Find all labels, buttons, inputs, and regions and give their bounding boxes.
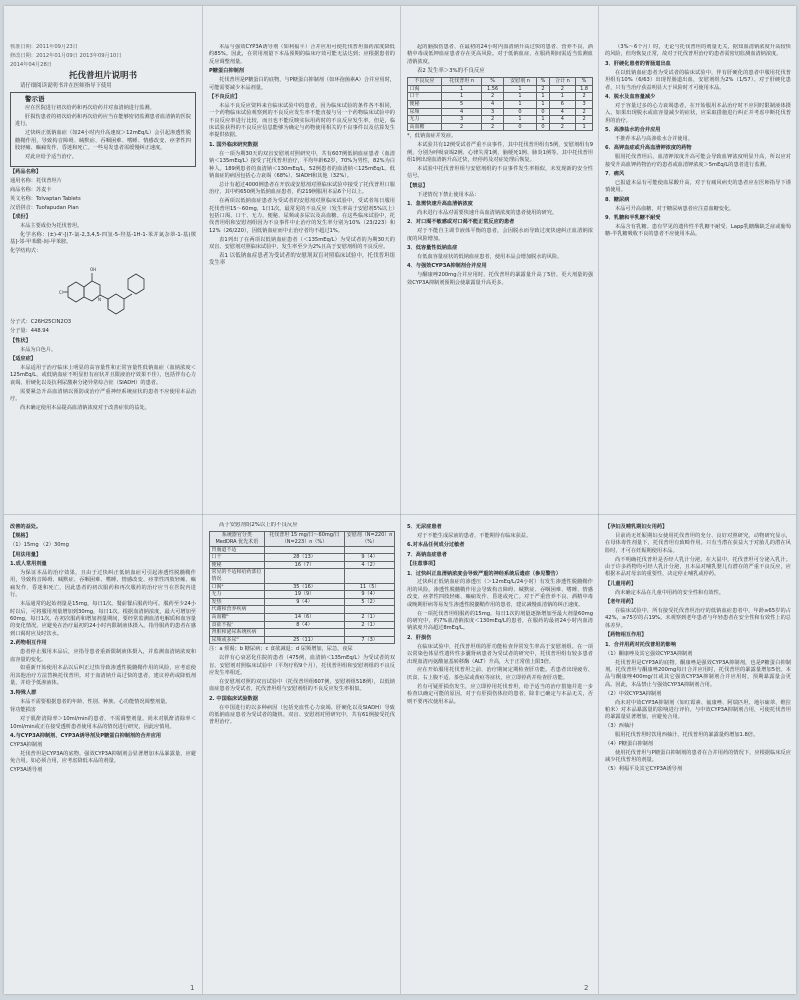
body-para: 尚未确定本品在儿童中用药的安全性和有效性。 (615, 589, 724, 596)
package-insert-sheet (4, 6, 796, 994)
svg-text:OH: OH (90, 267, 97, 273)
body-para: 过快纠正低钠血症的渗透压（＞12mEq/L/24小时）有发生渗透性脱髓鞘作用的风险。渗透性脱髓鞘作用会导致构音障碍、缄默症、吞咽困难、嗜睡、情感改变、痉挛性四肢轻瘫、癫痫发作、昏迷或死亡。对于严重营养不良、酒精中毒或晚期肝病等易发生渗透性脱髓鞘作用的患者，建议减慢血清钠的纠正速度。 (407, 579, 593, 608)
table-3 (209, 531, 395, 644)
table-row (210, 561, 395, 569)
list-item: 6.对本品任何成分过敏者 (407, 542, 465, 549)
description-text: 本品为白色片。 (20, 346, 57, 353)
table-header: 不良反应 (408, 78, 442, 86)
subheading-cyp-inducer: CYP3A诱导剂 (10, 767, 43, 774)
table-cell: 14（6） (264, 613, 345, 621)
document-subtitle: 请仔细阅读说明书并在医师指导下使用 (20, 83, 112, 90)
table-cell (345, 629, 395, 637)
section-heading-adverse: 【不良反应】 (209, 93, 241, 100)
table-cell: 1 (503, 100, 537, 108)
table-row (210, 613, 395, 621)
list-item: 在以低钠血症患者为受试者的临床试验中，伴有肝硬化的患者中服用托伐普坦组有10%（6/63）出现胃肠道出血，安慰剂组为2%（1/57）。对于肝硬化患者，只有当治疗获益明显大于风险时才可使用本品。 (605, 69, 791, 91)
document-title: 托伐普坦片说明书 (68, 71, 137, 82)
column-1-top (10, 44, 196, 510)
body-para: 在中国进行的以多种病因（包括充血性心力衰竭、肝硬化以及SIADH）导致的低钠血症患者为受试者的随机、双盲、安慰剂对照研究中，共有61例接受托伐普坦治疗。 (209, 704, 395, 726)
body-para: 本试验共有12例受试者严重不良事件，其中托伐普坦组有5例，安慰剂组有9例，分别为呼吸衰竭2例、心律失常1例、脑梗死1例、肺炎1例等。其中托伐普坦组1例出现血清钠升高过快，经停药及对症处理后恢复。 (407, 142, 593, 163)
table-cell: 19（9） (264, 591, 345, 599)
table-cell: 11（5） (345, 583, 395, 591)
table-row (210, 583, 395, 591)
body-para: 本品不需要根据患者的年龄、性别、种族、心功能情况调整剂量。 (20, 698, 171, 705)
body-para: 表1列出了在两项以低钠血症患者（＜135mEq/L）为受试者的为期30天的双盲、安慰剂对照临床试验中，发生率至少为2%且高于安慰剂组的不良反应。 (209, 236, 395, 251)
table-cell: 2（1） (345, 621, 395, 629)
table-cell: 1 (503, 93, 537, 101)
body-para: （3）西柚汁 (605, 723, 635, 730)
body-para: 在一项为期30天的双盲安慰剂对照研究中，共有607例低钠血症患者（血清钠＜135mEq/L）接受了托伐普坦治疗，平均年龄62岁，70%为男性，82%为白种人。189例患者的血清钠＜130mEq/L，52例患者的血清钠＜125mEq/L。低钠血症的病因包括心力衰竭（68%）、SIADH和其他（32%）。 (209, 150, 395, 179)
section-heading-description: 【性状】 (10, 337, 31, 344)
ingredient-line: 化学结构式： (10, 248, 42, 255)
table-cell: 2 (549, 123, 575, 131)
table-header: 托伐普坦 15 mg/日～60mg/日（N=223）n（%） (264, 532, 345, 546)
table-cell: 4 (549, 108, 575, 116)
list-item: 2．对口渴不敏感或对口渴不能正常反应的患者 (407, 219, 515, 226)
chemical-structure-image (58, 257, 148, 317)
body-para: 尚不明确托伐普坦是否经人乳汁分泌。在大鼠中，托伐普坦可分泌入乳汁。由于许多药物均可经人乳汁分泌，且本品对哺乳婴儿有潜在的严重不良反应，应根据本品对母亲的重要性，决定停止哺乳或停药。 (605, 556, 791, 578)
table-cell: 发热 (210, 598, 265, 606)
body-para: 在一项托伐普坦组服药的15mg，每日1次的剂量逐渐增加至最大剂量60mg的研究中，约7%血清钠浓度＜130mEq/L的患者，在服药的最初24小时内血清钠浓度升高超过8mEq/L。 (407, 610, 593, 632)
warning-para: 肝损伤患者的初次给药和再次给药应当在能够密切监测患者血清钠的医院进行。 (15, 113, 192, 128)
subheading-cyp-inhibitor: CYP3A抑制剂 (10, 742, 43, 749)
table-cell (264, 606, 345, 614)
table-cell: 7（3） (345, 636, 395, 644)
list-item: 3．低容量性低钠血症 (407, 245, 458, 252)
section-heading-dosage: 【用法用量】 (10, 551, 42, 558)
body-para: 如重新开始使用本品以后纠正过快导致渗透性脱髓鞘作用的风险，应考虑使用其他治疗方法替换托伐普坦。对于血清钠升高过快的患者，建议停药或降低剂量，并给予低渗液体。 (10, 665, 196, 687)
list-item: 4．与强效CYP3A抑制剂合并应用 (407, 263, 487, 270)
list-item: 8．糖尿病 (605, 196, 630, 203)
subheading-interaction: 2.药物相互作用 (10, 640, 47, 647)
table-2 (407, 77, 593, 131)
page-number-left: 1 (190, 984, 195, 992)
table-cell (345, 569, 395, 583)
subheading-china-data: 2. 中国临床试验数据 (209, 695, 258, 702)
body-para: 托伐普坦是P糖蛋白的底物，与P糖蛋白抑制剂（如环孢菌素A）合并应用时，可能需要减少本品剂量。 (209, 77, 395, 91)
body-para: 在临床试验中，托伐普坦组的肝功能检查异常发生率高于安慰剂组。在一项以常染色体显性遗传性多囊肾病患者为受试者的研究中，托伐普坦组有较多患者出现血清丙氨酸氨基转移酶（ALT）升高，大于正常值上限3倍。 (407, 643, 593, 665)
table-cell: 2 (537, 85, 549, 93)
list-item: 本品含有乳糖。患有罕见的遗传性半乳糖不耐受、Lapp乳糖酶缺乏症或葡萄糖-半乳糖吸收不良的患者不应使用本品。 (605, 224, 791, 238)
indication-para: 尚未确定使用本品提高血清钠浓度对于改善症状的益处。 (20, 405, 150, 411)
fold-line-vertical-3 (598, 6, 599, 994)
table-header: % (576, 78, 593, 86)
table-cell: 2 (482, 93, 503, 101)
table-row (408, 100, 593, 108)
column-3-top (407, 44, 593, 510)
svg-text:N: N (98, 297, 101, 303)
warning-box (10, 92, 196, 167)
subheading-adult-dose: 1.成人常用剂量 (10, 561, 47, 568)
body-para: （2）中效CYP3A抑制剂 (605, 690, 662, 697)
table-cell: 胃肠道不适 (210, 546, 265, 554)
table-2-caption: 表2 发生率＞3%的不良反应 (417, 67, 485, 74)
table-header-row (408, 78, 593, 86)
warning-para: 对此应给予适当治疗。 (25, 153, 77, 160)
body-para: 在临床试验中，所有接受托伐普坦治疗的低钠血症患者中，年龄≥65岁的占42%，≥75岁的占19%。未观察到老年患者与年轻患者在安全性和有效性上的总体差异。 (605, 608, 791, 629)
list-item: 5．高渗盐水的合并应用 (605, 127, 661, 134)
list-item: 已报道本品有可能使血尿酸升高，对于有痛风病史的患者应在医师指导下谨慎使用。 (605, 180, 791, 194)
table-cell: 4 (441, 108, 482, 116)
body-para: 1．过快纠正血清钠浓度会导致严重的神经系统后遗症（参见警告） (407, 570, 562, 577)
section-heading-spec: 【规格】 (10, 533, 31, 540)
table-cell: 16（7） (264, 561, 345, 569)
table-row (210, 629, 395, 637)
table-cell: 2 (549, 85, 575, 93)
table-cell: 1 (503, 85, 537, 93)
table-cell: 3 (482, 108, 503, 116)
list-item: 与酮康唑200mg合并应用时，托伐普坦的暴露量升高了5倍。更大剂量的强效CYP3A抑制剂预期会使暴露量升高更多。 (407, 272, 593, 286)
body-para: 本品通常的起始剂量是15mg，每日1次。餐前餐后服药均可。服药至少24小时以后，可将服用剂量增加到30mg，每日1次。根据血清钠浓度，最大可增加至60mg，每日1次。在初次服药和增加剂量期间，要经常监测血清电解质和血容量的变化情况。应避免在治疗最初的24小时内限制液体摄入。指导服药的患者在感到口渴时应及时饮水。 (10, 601, 196, 637)
table-header: 系统器官分类 MedDRA 优先术语 (210, 532, 265, 546)
table-cell (264, 629, 345, 637)
list-item: 3．肝硬化患者的胃肠道出血 (605, 60, 671, 67)
table-cell: 5 (441, 100, 482, 108)
table-cell: 便秘 (408, 100, 442, 108)
ingredient-line: 化学名称：(±)-4'-[(7-氯-2,3,4,5-四氢-5-羟基-1H-1-苯并氮杂䓬-1-基)羰基]-邻-甲苯酰-间-甲苯胺。 (10, 231, 196, 246)
column-2-bottom (209, 522, 395, 988)
column-4-bottom (605, 522, 791, 988)
list-item: 对于不能生成尿液的患者，不能期待有临床获益。 (417, 532, 532, 539)
list-item: 有低血容量症状的低钠血症患者，使用本品会增加脱水的风险。 (417, 253, 563, 260)
table-cell: 代谢和营养疾病 (210, 606, 265, 614)
continued-title: 改善的益处。 (10, 524, 42, 530)
subheading-cyp: 4.与CYP3A抑制剂、CYP3A诱导剂及P糖蛋白抑制剂的合并应用 (10, 733, 162, 740)
body-para: 本品与强效CYP3A诱导剂（如利福平）合并应用可使托伐普坦血药浓度降低约85%。因此，在常用剂量下本品预期的临床疗效可能无法达到；应根据患者的反应调整剂量。 (209, 44, 395, 65)
table-cell: 2 (441, 123, 482, 131)
body-para: 若有可疑肝损伤发生，应立即停用托伐普坦，给予适当的治疗措施并进一步检查以确定可能的原因。对于有肝损伤体征的患者，除非已确定与本品无关，否则不要再次使用本品。 (407, 683, 593, 705)
table-row (210, 554, 395, 562)
warning-para: 过快纠正低钠血症（如24小时内升高速度＞12mEq/L）会引起渗透性脱髓鞘作用，导致构音障碍、缄默症、吞咽困难、嗜睡、情感改变、痉挛性四肢轻瘫、癫痫发作、昏迷和死亡。一些易发患者需缓慢纠正速度。 (15, 130, 191, 152)
list-item: 7．痛风 (605, 171, 625, 178)
table-cell: 尿频 (408, 108, 442, 116)
table-header: 托伐普坦 n (441, 78, 482, 86)
body-para: 在安慰剂对照的双盲试验中（托伐普坦组607例，安慰剂组518例），以低钠血症患者为受试者，托伐普坦组与安慰剂组的不良反应发生率相似。 (209, 678, 395, 693)
table-cell: 1.56 (482, 85, 503, 93)
body-para: 起的脑损伤患者、在最初的24小时内血清钠升高过快的患者、营养不良、酒精中毒或低钾血症患者存在更高风险。对于低钠血症，在服药期间需适当监测血清钠浓度。 (407, 44, 593, 65)
table-cell: 2 (576, 116, 593, 124)
table-header-row (210, 532, 395, 546)
list-item: 1．急需快速升高血清钠浓度 (407, 201, 473, 208)
table-cell (264, 546, 345, 554)
body-para: 以伴有心衰恶化住院的患者（475例，血清钠＜135mEq/L）为受试者的双盲、安慰剂对照临床试验中（平均疗程9个月），托伐普坦组和安慰剂组的不良反应发生率相近。 (209, 655, 395, 677)
body-para: 托伐普坦是CYP3A的底物。酮康唑是强效CYP3A抑制剂，也是P糖蛋白抑制剂。托伐普坦与酮康唑200mg每日合并应用时，托伐普坦的暴露量增加5倍。本品与酮康唑400mg/日或其它强效CYP3A抑制剂合并应用时，预期暴露量会更高。因此，本品禁止与强效CYP3A抑制剂合用。 (605, 659, 791, 688)
section-heading-indication: 【适应症】 (10, 356, 36, 363)
table-header: % (482, 78, 503, 86)
table-cell: 高血糖 (408, 123, 442, 131)
table-cell: 便秘 (210, 561, 265, 569)
molecular-weight: 分子量：448.94 (10, 328, 49, 335)
table-row (408, 108, 593, 116)
body-para: 使用托伐普坦与P糖蛋白抑制剂的患者在合并用药的情况下，应根据临床反应减少托伐普坦的剂量。 (605, 749, 791, 764)
table-cell: 1 (441, 93, 482, 101)
column-4-top (605, 44, 791, 510)
section-heading-geriatric: 【老年用药】 (605, 599, 637, 606)
table-cell: 1 (537, 116, 549, 124)
table-cell (345, 546, 395, 554)
body-para: 本试验中托伐普坦组与安慰剂组的不良事件发生率相似，未发现新的安全性信号。 (407, 165, 593, 180)
name-line: 商品名称：苏麦卡 (10, 186, 52, 193)
table-cell: 1 (537, 93, 549, 101)
table-cell: 食欲不振ᶜ (210, 621, 265, 629)
body-para: 2．肝损伤 (407, 634, 432, 641)
table-cell: 35（16） (264, 583, 345, 591)
column-2-top (209, 44, 395, 510)
section-heading-pediatric: 【儿童用药】 (605, 580, 637, 587)
subheading-pgp: P糖蛋白抑制剂 (209, 68, 244, 75)
table-header: 安慰剂（N=220）n（%） (345, 532, 395, 546)
table-cell: 9（4） (345, 591, 395, 599)
table-cell: 4 (482, 100, 503, 108)
section-heading-contraindication: 【禁忌】 (407, 182, 428, 189)
table-cell: 高血糖ᵇ (210, 613, 265, 621)
body-para: （3%～6个月）时，无论与托伐普坦的剂量无关，据知血清钠浓度升高较快的风险，但均恢复正常，故对于托伐普坦治疗的患者需密切监测血清钠浓度。 (605, 44, 791, 58)
table-cell (264, 569, 345, 583)
table-cell (345, 606, 395, 614)
list-item: 不推荐本品与高渗盐水合并使用。 (615, 135, 693, 142)
list-item: 对于不能自主调节液体平衡的患者，会因脱水而导致过度快速纠正血清钠浓度的风险增加。 (407, 228, 593, 242)
name-line: 通用名称：托伐普坦片 (10, 177, 62, 184)
table-row (210, 569, 395, 583)
table-2-note: *，低钠血症并发症。 (407, 133, 457, 140)
table-row (210, 606, 395, 614)
page-number-right: 2 (584, 984, 589, 992)
list-item: 对于容量过多的心力衰竭患者，在开始服用本品治疗时不应同时限制液体摄入，如果出现脱水或血容量减少的症状，应采取措施进行纠正并考虑中断托伐普坦的治疗。 (605, 102, 791, 124)
fold-line-vertical-2 (400, 6, 401, 994)
table-row (210, 636, 395, 644)
table-cell: 1 (549, 93, 575, 101)
table-cell: 1 (441, 85, 482, 93)
list-item: 7．高钠血症患者 (407, 551, 447, 558)
table-header: 安慰剂 n (503, 78, 537, 86)
spec-values: （1）15mg （2）30mg (10, 542, 69, 549)
body-para: 在两项以低钠血症患者为受试者的安慰剂对照临床试验中，受试者每日服用托伐普坦15～60mg，1日1次。最常见的不良反应（发生率高于安慰剂5%以上）包括口渴、口干、无力、便秘、尿频或多尿以及高血糖。在这些临床试验中，托伐普坦组和安慰剂组因为不良事件中止治疗的发生率分别为10%（23/223）和12%（26/220），因低钠血症而中止治疗者均不超过1%。 (209, 198, 395, 234)
indication-para: 本品适用于治疗临床上明显的高容量性和正常容量性低钠血症（血钠浓度＜125mEq/L，或低钠血症不明显但有症状并且限液治疗效果不佳），包括伴有心力衰竭、肝硬化以及抗利尿激素分泌异常综合征（SIADH）的患者。 (10, 364, 196, 386)
table-cell: 0 (503, 123, 537, 131)
table-cell: 3 (576, 100, 593, 108)
table-cell: 口渴 (408, 85, 442, 93)
table-cell: 8（4） (264, 621, 345, 629)
table-cell: 1 (576, 123, 593, 131)
table-cell: 2 (482, 123, 503, 131)
table-cell: 肾脏和泌尿系统疾病 (210, 629, 265, 637)
name-line: 英文名称：Tolvaptan Tablets (10, 195, 81, 202)
table-cell: 2（1） (345, 613, 395, 621)
approval-date: 核准日期：2011年09月23日 (10, 44, 78, 50)
table-cell: 无力 (408, 116, 442, 124)
table-cell: 尿频或多尿ᵈ (210, 636, 265, 644)
column-3-bottom (407, 522, 593, 988)
table-cell: 0 (503, 108, 537, 116)
ingredient-line: 本品主要成份为托伐普坦。 (20, 222, 83, 229)
section-heading-ingredient: 【成份】 (10, 213, 31, 220)
table-cell: 2 (576, 93, 593, 101)
subheading-special: 3.特殊人群 (10, 689, 37, 696)
table-row (210, 598, 395, 606)
table-row (210, 546, 395, 554)
svg-text:Cl: Cl (59, 290, 63, 296)
body-para: 患者停止服用本品后，应指导患者重新限制液体摄入，并监测血清钠浓度和血容量的变化。 (10, 649, 196, 663)
body-para: 1．合并用药对托伐普坦的影响 (605, 641, 677, 648)
body-para: 目前尚无妊娠期妇女使用托伐普坦的充分、良好对照研究。动物研究显示，在母体毒性剂量下，托伐普坦有致畸作用。只有当潜在获益大于对胎儿的潜在风险时，才可在妊娠期使用本品。 (605, 532, 791, 554)
list-item: 5．无尿症患者 (407, 524, 442, 530)
section-heading-name: 【药品名称】 (10, 168, 42, 175)
body-para: 尚未对中效CYP3A抑制剂（如红霉素、氟康唑、阿瑞匹坦、地尔硫䓬、维拉帕米）对本品暴露量的影响进行评价。与中效CYP3A抑制剂合用，可使托伐普坦的暴露量显著增加，应避免合用。 (605, 699, 791, 721)
body-para: 服用托伐普坦时饮用西柚汁，托伐普坦的暴露量约增加1.8倍。 (615, 732, 759, 739)
body-para: 应在开始服用托伐普坦之前、治疗期间定期检查肝功能。若患者出现疲劳、厌食、右上腹不适、茶色尿或黄疸等症状，应立即停药并检查肝功能。 (407, 667, 593, 681)
body-para: 对于肌酐清除率＞10ml/min的患者，不需调整剂量。尚未对肌酐清除率＜10ml/min或正在接受透析患者使用本品的情况进行研究，因此应慎用。 (10, 716, 196, 730)
list-item: 本品可升高血糖，对于糖尿病患者应注意血糖变化。 (615, 205, 735, 212)
table-header: % (537, 78, 549, 86)
table-cell: 9（4） (345, 554, 395, 562)
table-header: 合计 n (549, 78, 575, 86)
body-para: 下述情况下禁止使用本品： (417, 191, 480, 198)
body-para: （5）利福平及其它CYP3A诱导剂 (605, 766, 683, 773)
warning-title: 警示语 (25, 95, 45, 104)
name-line: 汉语拼音：Tuofapudan Pian (10, 204, 79, 211)
list-item: 9．乳糖和半乳糖不耐受 (605, 215, 661, 222)
section-heading-pregnancy: 【孕妇及哺乳期妇女用药】 (605, 524, 668, 530)
body-para: 为保证本品的治疗效果，且由于过快纠正低钠血症可引起渗透性脱髓鞘作用，导致构音障碍、缄默症、吞咽困难、嗜睡、情感改变、痉挛性四肢轻瘫、癫痫发作、昏迷和死亡，因此患者的初次服药和再次服药的治疗应当在医院内进行。 (10, 570, 196, 599)
fold-line-vertical-1 (202, 6, 203, 994)
table-cell: 0 (537, 108, 549, 116)
section-heading-caution: 【注意事项】 (407, 561, 439, 568)
list-item: 服用托伐普坦后，血清钾浓度升高可能会导致血钾浓度明显升高，所以应对接受升高血钾药物治疗的患者或血清钾浓度＞5mEq/L的患者进行监测。 (605, 154, 791, 168)
table-3-caption: 高于安慰剂组2%以上的不良反应 (219, 522, 298, 528)
table-row (408, 123, 593, 131)
table-3-note: 注：a 烦渴；b 糖尿病；c 食欲减退；d 尿频增加，尿急，夜尿 (209, 646, 353, 653)
table-row (408, 85, 593, 93)
table-row (210, 591, 395, 599)
indication-para: 需要紧急升高血清钠以预防或治疗严重神经系统症状的患者不应使用本品治疗。 (10, 388, 196, 403)
body-para: 托伐普坦是CYP3A的底物。强效CYP3A抑制剂会显著增加本品暴露量，应避免合用。如必须合用，应考虑降低本品的剂量。 (10, 750, 196, 765)
table-cell: 1.8 (576, 85, 593, 93)
section-heading-interaction: 【药物相互作用】 (605, 632, 647, 639)
table-cell: 口渴ᵃ (210, 583, 265, 591)
table-row (210, 621, 395, 629)
table-1-caption: 表1 以低钠血症患者为受试者的安慰剂双盲对照临床试验中，托伐普坦组发生率 (209, 253, 395, 267)
table-cell: 6 (549, 100, 575, 108)
list-item: 4．脱水及血容量减少 (605, 93, 656, 100)
table-cell: 0 (537, 123, 549, 131)
table-cell: 4（2） (345, 561, 395, 569)
table-cell: 1 (503, 116, 537, 124)
table-cell: 5（2） (345, 598, 395, 606)
column-1-bottom (10, 522, 196, 988)
body-para: （1）酮康唑及其它强效CYP3A抑制剂 (605, 650, 693, 657)
body-para: 总计有超过4000例患者在开放或安慰剂对照临床试验中接受了托伐普坦口服治疗，其中约650例为低钠血症患者，约219例服用本品6个月以上。 (209, 181, 395, 196)
revision-date-2: 2014年04月28日 (10, 61, 52, 68)
table-cell: 9（4） (264, 598, 345, 606)
warning-para: 应在医院进行初次给药和再次给药并对血清钠进行监测。 (25, 105, 155, 112)
subheading-renal: 肾功能损害 (10, 707, 36, 714)
table-cell: 常见的不适和给药部位情况 (210, 569, 265, 583)
table-cell: 3 (441, 116, 482, 124)
list-item: 尚未进行本品对需要快速升高血清钠浓度的患者使用的研究。 (417, 209, 558, 216)
body-para: （4）P糖蛋白抑制剂 (605, 741, 653, 748)
fold-line-horizontal (4, 514, 796, 515)
table-cell: 口干 (408, 93, 442, 101)
table-cell: 无力 (210, 591, 265, 599)
table-row (408, 93, 593, 101)
table-cell: 25（11） (264, 636, 345, 644)
table-cell: 口干 (210, 554, 265, 562)
subheading-foreign: 1. 国外临床研究数据 (209, 141, 258, 148)
table-cell: 2 (482, 116, 503, 124)
table-row (408, 116, 593, 124)
table-cell: 2 (576, 108, 593, 116)
body-para: 本品不良反应资料来自临床试验中的患者。因为临床试验的条件各不相同，一个药物临床试验观察到的不良反应发生率不能直接与另一个药物临床试验中的不良反应率进行比较，而且也不能反映实际用药时的不良反应发生率。但是，临床试验获得的不良反应信息能够为确定与药物使用相关的不良事件以及估算发生率提供依据。 (209, 102, 395, 139)
revision-date: 修改日期：2012年01月09日 2013年09月10日 (10, 52, 122, 59)
table-cell: 4 (549, 116, 575, 124)
table-cell: 1 (537, 100, 549, 108)
molecular-formula: 分子式：C26H25ClN2O3 (10, 319, 72, 326)
list-item: 6．高钾血症或升高血清钾浓度的药物 (605, 145, 692, 152)
table-cell: 28（13） (264, 554, 345, 562)
